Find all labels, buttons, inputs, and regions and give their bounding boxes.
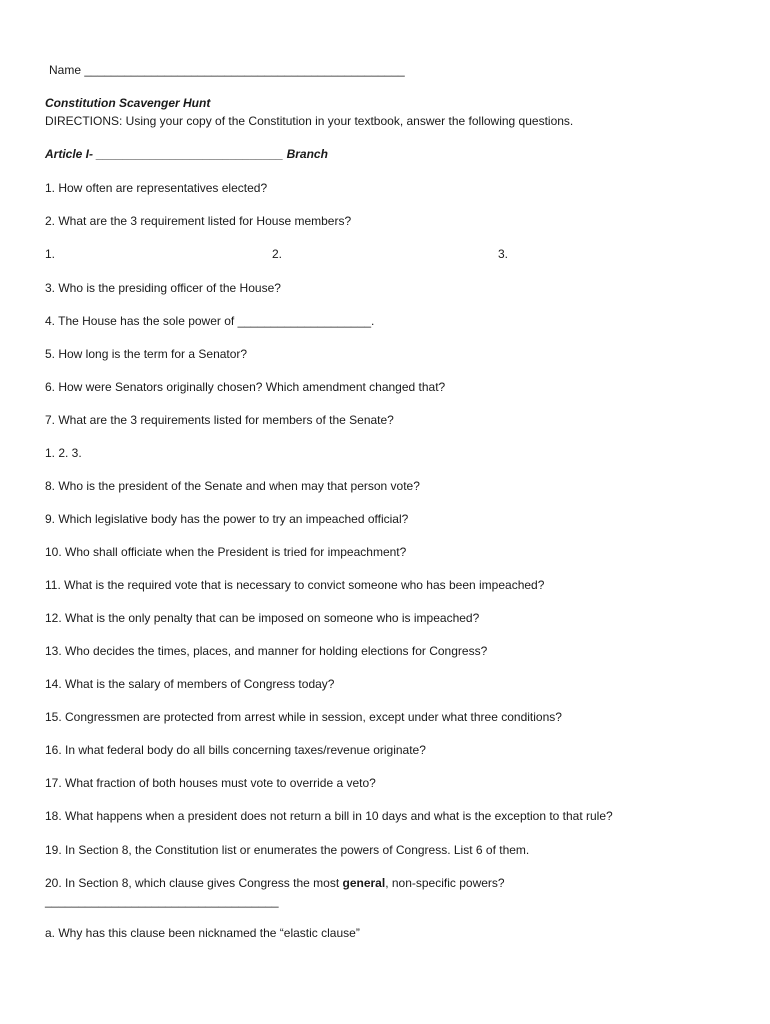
house-requirement-3: 3. bbox=[498, 247, 509, 261]
question-5: 5. How long is the term for a Senator? bbox=[45, 347, 248, 361]
name-line: Name ________________________________________________ bbox=[49, 63, 405, 77]
question-20-blank: ___________________________________ bbox=[45, 894, 279, 908]
house-requirement-2: 2. bbox=[272, 247, 283, 261]
question-14: 14. What is the salary of members of Congress today? bbox=[45, 677, 335, 691]
worksheet-title: Constitution Scavenger Hunt bbox=[45, 96, 211, 110]
question-20-before: 20. In Section 8, which clause gives Congress the most bbox=[45, 876, 343, 890]
article-blank: ____________________________ bbox=[93, 147, 287, 161]
question-20 bbox=[45, 876, 505, 891]
question-20-bold: general bbox=[342, 876, 386, 890]
question-20-after: , non-specific powers? bbox=[385, 876, 505, 890]
question-19: 19. In Section 8, the Constitution list or enumerates the powers of Congress. List 6 of them. bbox=[45, 843, 530, 857]
question-15: 15. Congressmen are protected from arrest while in session, except under what three conditions? bbox=[45, 710, 562, 724]
article-suffix: Branch bbox=[286, 147, 328, 161]
directions: DIRECTIONS: Using your copy of the Constitution in your textbook, answer the following questions. bbox=[45, 114, 574, 128]
question-1: 1. How often are representatives elected? bbox=[45, 181, 268, 195]
question-7: 7. What are the 3 requirements listed for members of the Senate? bbox=[45, 413, 394, 427]
house-requirement-1: 1. bbox=[45, 247, 56, 261]
senate-requirements: 1. 2. 3. bbox=[45, 446, 82, 460]
question-16: 16. In what federal body do all bills concerning taxes/revenue originate? bbox=[45, 743, 426, 757]
question-8: 8. Who is the president of the Senate and when may that person vote? bbox=[45, 479, 420, 493]
question-18: 18. What happens when a president does not return a bill in 10 days and what is the exception to that rule? bbox=[45, 809, 613, 823]
question-20a: a. Why has this clause been nicknamed the “elastic clause” bbox=[45, 926, 360, 940]
question-12: 12. What is the only penalty that can be imposed on someone who is impeached? bbox=[45, 611, 480, 625]
article-prefix: Article I- bbox=[45, 147, 94, 161]
question-6: 6. How were Senators originally chosen? Which amendment changed that? bbox=[45, 380, 446, 394]
question-10: 10. Who shall officiate when the President is tried for impeachment? bbox=[45, 545, 407, 559]
question-17: 17. What fraction of both houses must vote to override a veto? bbox=[45, 776, 376, 790]
question-4: 4. The House has the sole power of ____________________. bbox=[45, 314, 375, 328]
article-heading bbox=[45, 147, 328, 162]
question-11: 11. What is the required vote that is necessary to convict someone who has been impeached? bbox=[45, 578, 545, 592]
question-13: 13. Who decides the times, places, and manner for holding elections for Congress? bbox=[45, 644, 488, 658]
question-9: 9. Which legislative body has the power to try an impeached official? bbox=[45, 512, 409, 526]
question-2: 2. What are the 3 requirement listed for House members? bbox=[45, 214, 352, 228]
question-3: 3. Who is the presiding officer of the House? bbox=[45, 281, 281, 295]
